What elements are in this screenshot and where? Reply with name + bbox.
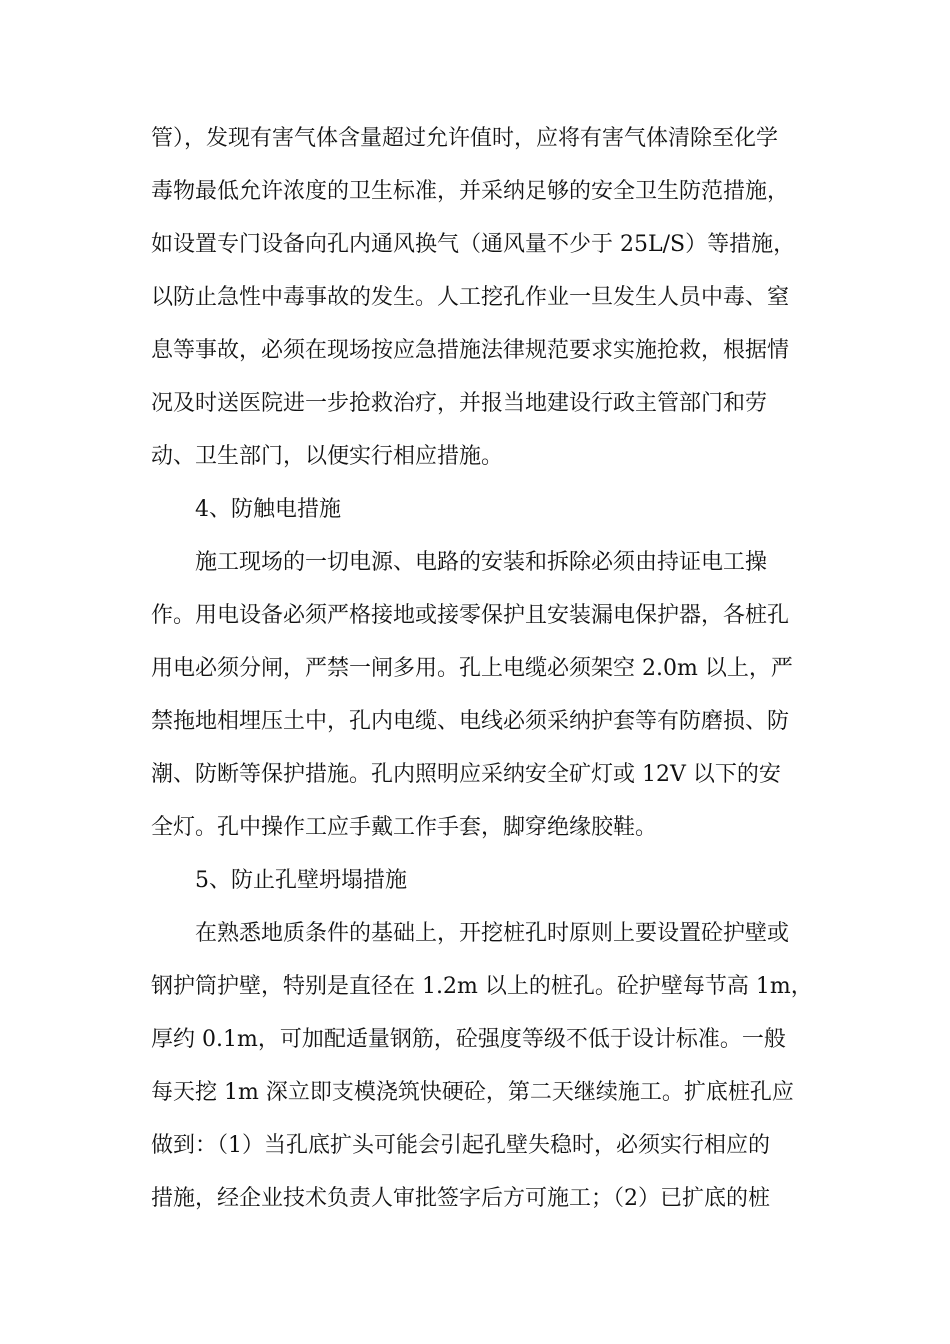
paragraph-first-line: 在熟悉地质条件的基础上，开挖桩孔时原则上要设置砼护壁或 <box>195 921 790 946</box>
text-line: 钢护筒护壁，特别是直径在 1.2m 以上的桩孔。砼护壁每节高 1m， <box>151 974 813 999</box>
text-line: 全灯。孔中操作工应手戴工作手套，脚穿绝缘胶鞋。 <box>151 815 658 840</box>
text-line: 如设置专门设备向孔内通风换气（通风量不少于 25L/S）等措施， <box>151 232 796 257</box>
text-line: 禁拖地相埋压土中，孔内电缆、电线必须采纳护套等有防磨损、防 <box>151 709 790 734</box>
paragraph-first-line: 施工现场的一切电源、电路的安装和拆除必须由持证电工操 <box>195 550 768 575</box>
text-line: 息等事故，必须在现场按应急措施法律规范要求实施抢救，根据情 <box>151 338 790 363</box>
text-line: 管），发现有害气体含量超过允许值时，应将有害气体清除至化学 <box>151 126 779 151</box>
text-line: 用电必须分闸，严禁一闸多用。孔上电缆必须架空 2.0m 以上，严 <box>151 656 793 681</box>
section-heading-4: 4、防触电措施 <box>195 497 341 522</box>
text-line: 动、卫生部门，以便实行相应措施。 <box>151 444 504 469</box>
text-line: 每天挖 1m 深立即支模浇筑快硬砼，第二天继续施工。扩底桩孔应 <box>151 1080 794 1105</box>
section-heading-5: 5、防止孔壁坍塌措施 <box>195 868 407 893</box>
text-line: 做到：（1）当孔底扩头可能会引起孔壁失稳时，必须实行相应的 <box>151 1133 770 1158</box>
text-line: 潮、防断等保护措施。孔内照明应采纳安全矿灯或 12V 以下的安 <box>151 762 781 787</box>
text-line: 厚约 0.1m，可加配适量钢筋，砼强度等级不低于设计标准。一般 <box>151 1027 786 1052</box>
text-line: 况及时送医院进一步抢救治疗，并报当地建设行政主管部门和劳 <box>151 391 768 416</box>
text-line: 措施，经企业技术负责人审批签字后方可施工；（2）已扩底的桩 <box>151 1186 770 1211</box>
document-body <box>151 112 813 1225</box>
text-line: 毒物最低允许浓度的卫生标准，并采纳足够的安全卫生防范措施， <box>151 179 790 204</box>
text-line: 作。用电设备必须严格接地或接零保护且安装漏电保护器，各桩孔 <box>151 603 790 628</box>
text-line: 以防止急性中毒事故的发生。人工挖孔作业一旦发生人员中毒、窒 <box>151 285 790 310</box>
